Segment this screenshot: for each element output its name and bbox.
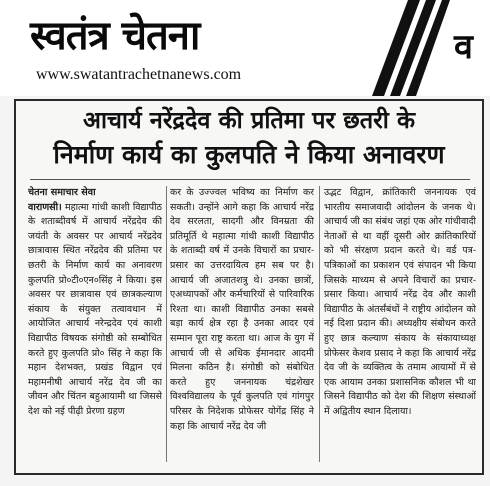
headline-line-2: निर्माण कार्य का कुलपति ने किया अनावरण (53, 140, 445, 169)
headline-line-1: आचार्य नरेंद्रदेव की प्रतिमा पर छतरी के (82, 106, 416, 134)
article-column-1 (28, 186, 162, 470)
article-headline (16, 103, 482, 173)
headline-divider (30, 179, 470, 180)
byline-agency: चेतना समाचार सेवा (28, 187, 96, 198)
article-column-3 (324, 186, 476, 470)
article-body (28, 186, 476, 470)
newspaper-logo: स्वतंत्र चेतना (30, 13, 200, 59)
byline-dateline: वाराणसी। (28, 201, 62, 213)
article-column-2 (170, 186, 314, 470)
news-clipping (14, 99, 484, 475)
column-1-text: महात्मा गांधी काशी विद्यापीठ के शताब्दीवर्ष में आचार्य नरेंद्रदेव की जयंती के अवसर पर आचार्य नरेंद्रदेव छात्रावास स्थित नरेंद्रदेव की प्रतिमा पर छतरी के निर्माण कार्य का अनावरण कुलपति प्रो०टी०एन०सिंह ने किया। इस अवसर पर छात्रावास एवं छात्रकल्याण संकाय के संयुक्त तत्वावधान में आयोजित आचार्य नरेन्द्रदेव एवं काशी विद्यापीठ विषयक संगोष्ठी को सम्बोधित करते हुए कुलपति प्रो० सिंह ने कहा कि महान देशभक्त, प्रखंड विद्वान एवं महामनीषी आचार्य नरेंद्र देव जी का जीवन और चिंतन बहुआयामी था जिससे देश को नई पीढ़ी प्रेरणा ग्रहण (28, 201, 162, 417)
masthead (0, 0, 490, 96)
masthead-edge-glyph: व (454, 27, 473, 67)
column-divider (319, 186, 320, 462)
column-2-text: कर के उज्ज्वल भविष्य का निर्माण कर सकती। उन्होंने आगे कहा कि आचार्य नरेंद्र देव सरलता, सादगी और विनम्रता की प्रतिमूर्ति थे महात्मा गांधी काशी विद्यापीठ के शताब्दी वर्ष में उनके विचारों का प्रचार-प्रसार का उत्तरदायित्व हम सब पर है। आचार्य जी अजातशत्रु थे। उनका छात्रों, एअध्यापकों और कर्मचारियों से पारिवारिक रिश्ता था। काशी विद्यापीठ उनका सबसे बड़ा कार्य क्षेत्र रहा है उनका आदर एवं सम्मान पूरा राष्ट्र करता था। आज के युग में आचार्य जी से अधिक ईमानदार आदमी मिलना कठिन है। संगोष्ठी को संबोधित करते हुए जननायक चंद्रशेखर विश्वविद्यालय के पूर्व कुलपति एवं गांगपुर परिसर के निदेशक प्रोफेसर योगेंद्र सिंह ने कहा कि आचार्य नरेंद्र देव जी (170, 187, 314, 432)
column-3-text: उद्भट विद्वान, क्रांतिकारी जननायक एवं भारतीय समाजवादी आंदोलन के जनक थे। आचार्य जी का संबंध जहां एक ओर गांधीवादी नेताओं से था वहीं दूसरी ओर क्रांतिकारियों को भी संरक्षण प्रदान करते थे। वर्ड पत्र-पत्रिकाओं का प्रकाशन एवं संपादन भी किया जिसके माध्यम से अपने विचारों का प्रचार-प्रसार किया। आचार्य नरेंद्र देव और काशी विद्यापीठ के अंतर्संबंधों ने राष्ट्रीय आंदोलन को नई दिशा प्रदान की। अध्यक्षीय संबोधन करते हुए छात्र कल्याण संकाय के संकायाध्यक्ष प्रोफेसर केशव प्रसाद ने कहा कि आचार्य नरेंद्र देव जी के व्यक्तित्व के तमाम आयामों में से एक आयाम उनका प्रशासनिक कौशल भी था जिसने विद्यापीठ को देश की शिक्षण संस्थाओं में अद्वितीय स्थान दिलाया। (324, 187, 476, 417)
website-url: www.swatantrachetnanews.com (36, 66, 242, 83)
column-divider (166, 186, 167, 462)
diagonal-stripes-icon (370, 0, 450, 96)
